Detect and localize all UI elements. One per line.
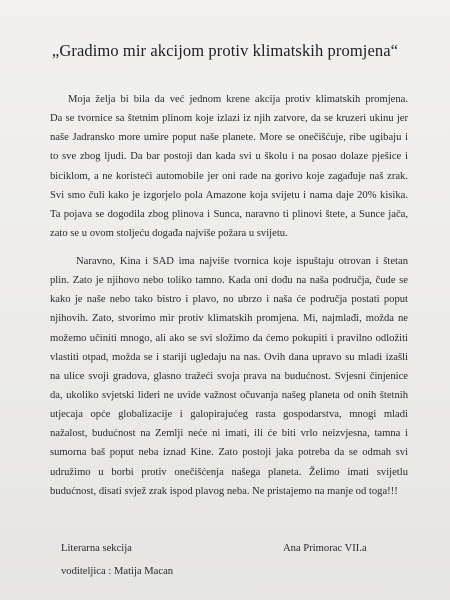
footer-section: Literarna sekcija	[61, 543, 132, 554]
paragraph-1-line: Moja želja bi bila da već jednom krene akcija protiv klimatskih promjena.	[68, 94, 408, 105]
paragraph-2-line: vlastiti otpad, možda se i stariji ugledaju na nas. Ovih dana upravo su mladi izašli	[50, 351, 408, 363]
paragraph-1-line: biciklom, a ne koristeći automobile jer oni rade na gorivo koje zagađuje naš zrak.	[50, 170, 408, 182]
paragraph-2-line: kako je naše nebo tako bistro i plavo, no ubrzo i naša će područja postati poput	[50, 294, 408, 306]
paragraph-2-line: možemo učiniti mnogo, ali ako se svi složimo da ćemo pokupiti i pravilno odložiti	[50, 332, 408, 344]
paragraph-2-line: udružimo u borbi protiv onečišćenja našega planeta. Želimo imati svijetlu	[50, 466, 408, 478]
paragraph-1-line: to sve zbog ljudi. Da bar postoji dan kada svi u školu i na posao dolaze pješice i	[50, 151, 408, 163]
paragraph-2-line: budućnost, disati svjež zrak ispod plavog neba. Ne pristajemo na manje od toga!!!	[50, 485, 398, 497]
paragraph-1-line: Svi smo čuli kako je izgorjelo pola Amazone koja svijetu i nama daje 20% kisika.	[50, 189, 408, 201]
document-title: „Gradimo mir akcijom protiv klimatskih promjena“	[51, 41, 399, 60]
paragraph-1-line: Ta pojava se dogodila zbog plinova i Sunca, naravno ti plinovi štete, a Sunce jača,	[50, 208, 408, 220]
paragraph-2-line: njihovih. Zato, stvorimo mir protiv klimatskih promjena. Mi, najmlađi, možda ne	[50, 313, 408, 325]
paragraph-2-line: sumorna baš poput neba iznad Kine. Zato postoji jaka potreba da se odmah svi	[50, 447, 408, 459]
paragraph-1-line: Da se tvornice sa štetnim plinom koje izlazi iz njih zatvore, da se kruzeri ukinu jer	[50, 113, 408, 125]
paragraph-2-line: da, ukoliko svjetski lideri ne uvide važnost očuvanja našeg planeta od onih štetnih	[50, 389, 408, 401]
footer-mentor: voditeljica : Matija Macan	[61, 566, 174, 577]
paragraph-2-line: na ulice svoji gradova, glasno tražeći svoja prava na budućnost. Svjesni činjenice	[50, 370, 408, 382]
paragraph-2-line: utjecaja opće globalizacije i galopirajućeg rasta gospodarstva, mnogi mladi	[50, 409, 408, 421]
paragraph-2-line: Naravno, Kina i SAD ima najviše tvornica koje ispuštaju otrovan i štetan	[76, 256, 408, 267]
paragraph-2-line: plin. Zato je njihovo nebo toliko tamno. Kada oni dođu na naša područja, čude se	[50, 275, 408, 287]
footer-author: Ana Primorac VII.a	[283, 543, 367, 554]
paragraph-1	[50, 90, 408, 243]
paragraph-1-line: zato se u ovom stoljeću događa najviše požara u svijetu.	[50, 227, 288, 239]
paragraph-1-line: naše Jadransko more umire poput naše planete. More se onečišćuje, ribe ugibaju i	[50, 132, 408, 144]
paragraph-2	[50, 252, 408, 501]
paragraph-2-line: nažalost, budućnost na Zemlji neće ni imati, ili će biti vrlo neizvjesna, tamna i	[50, 428, 408, 440]
